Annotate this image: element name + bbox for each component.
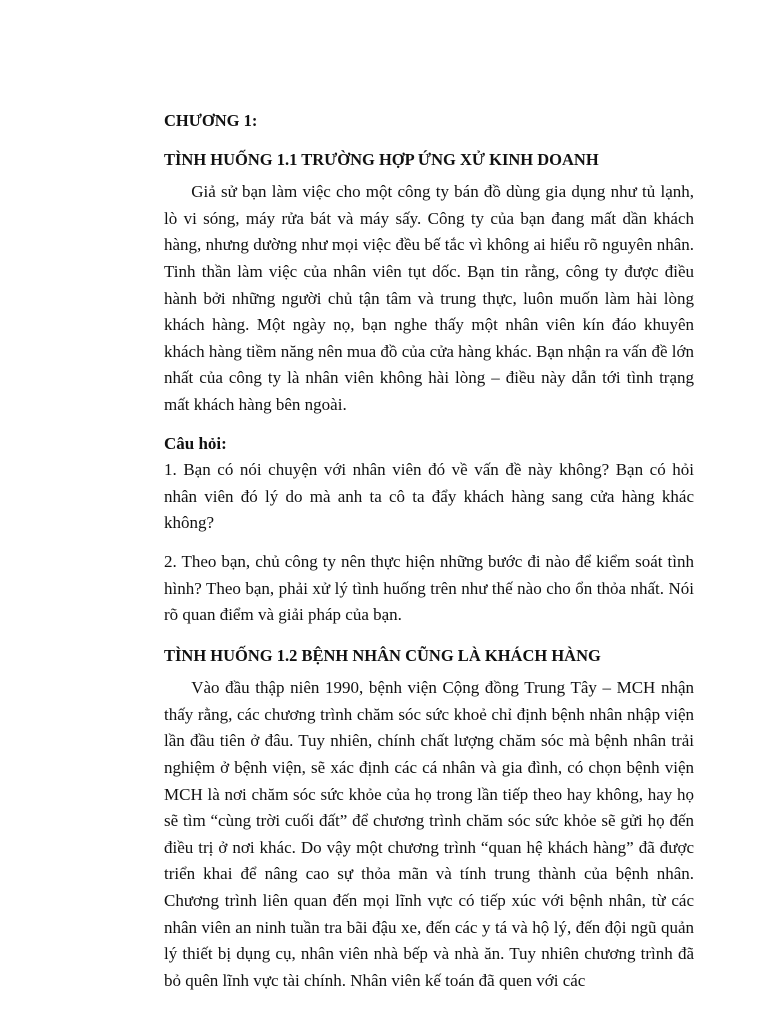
section-1-paragraph: Giả sử bạn làm việc cho một công ty bán đồ dùng gia dụng như tủ lạnh, lò vi sóng, máy rửa bát và máy sấy. Công ty của bạn đang mất dần khách hàng, nhưng dường như mọi việc đều bế tắc vì không ai hiểu rõ nguyên nhân. Tinh thần làm việc của nhân viên tụt dốc. Bạn tin rằng, công ty được điều hành bởi những người chủ tận tâm và trung thực, luôn muốn làm hài lòng khách hàng. Một ngày nọ, bạn nghe thấy một nhân viên kín đáo khuyên khách hàng tiềm năng nên mua đồ của cửa hàng khác. Bạn nhận ra vấn đề lớn nhất của công ty là nhân viên không hài lòng – điều này dẫn tới tình trạng mất khách hàng bên ngoài.	[164, 182, 694, 414]
question-1: 1. Bạn có nói chuyện với nhân viên đó về vấn đề này không? Bạn có hỏi nhân viên đó lý do mà anh ta cô ta đẩy khách hàng sang cửa hàng khác không?	[164, 460, 694, 533]
question-2: 2. Theo bạn, chủ công ty nên thực hiện những bước đi nào để kiểm soát tình hình? Theo bạn, phải xử lý tình huống trên như thế nào cho ổn thỏa nhất. Nói rõ quan điểm và giải pháp của bạn.	[164, 551, 694, 625]
questions-label: Câu hỏi:	[164, 433, 227, 453]
section-2-paragraph: Vào đầu thập niên 1990, bệnh viện Cộng đồng Trung Tây – MCH nhận thấy rằng, các chương trình chăm sóc sức khoẻ chỉ định bệnh nhân nhập viện lần đầu tiên ở đâu. Tuy nhiên, chính chất lượng chăm sóc mà bệnh nhân trải nghiệm ở bệnh viện, sẽ xác định các cá nhân và gia đình, có chọn bệnh viện MCH là nơi chăm sóc sức khỏe của họ trong lần tiếp theo hay không, hay họ sẽ tìm “cùng trời cuối đất” để chương trình chăm sóc sức khỏe sẽ gửi họ đến điều trị ở nơi khác. Do vậy một chương trình “quan hệ khách hàng” đã được triển khai để nâng cao sự thỏa mãn và tính trung thành của bệnh nhân. Chương trình liên quan đến mọi lĩnh vực có tiếp xúc với bệnh nhân, từ các nhân viên an ninh tuần tra bãi đậu xe, đến các y tá và hộ lý, đến đội ngũ quản lý thiết bị dụng cụ, nhân viên nhà bếp và nhà ăn. Tuy nhiên chương trình đã bỏ quên lĩnh vực tài chính. Nhân viên kế toán đã quen với các	[164, 678, 694, 990]
section-2-title: TÌNH HUỐNG 1.2 BỆNH NHÂN CŨNG LÀ KHÁCH HÀNG	[164, 645, 601, 665]
document-page	[164, 108, 694, 994]
section-1-title: TÌNH HUỐNG 1.1 TRƯỜNG HỢP ỨNG XỬ KINH DOANH	[164, 149, 599, 169]
chapter-title: CHƯƠNG 1:	[164, 111, 258, 130]
